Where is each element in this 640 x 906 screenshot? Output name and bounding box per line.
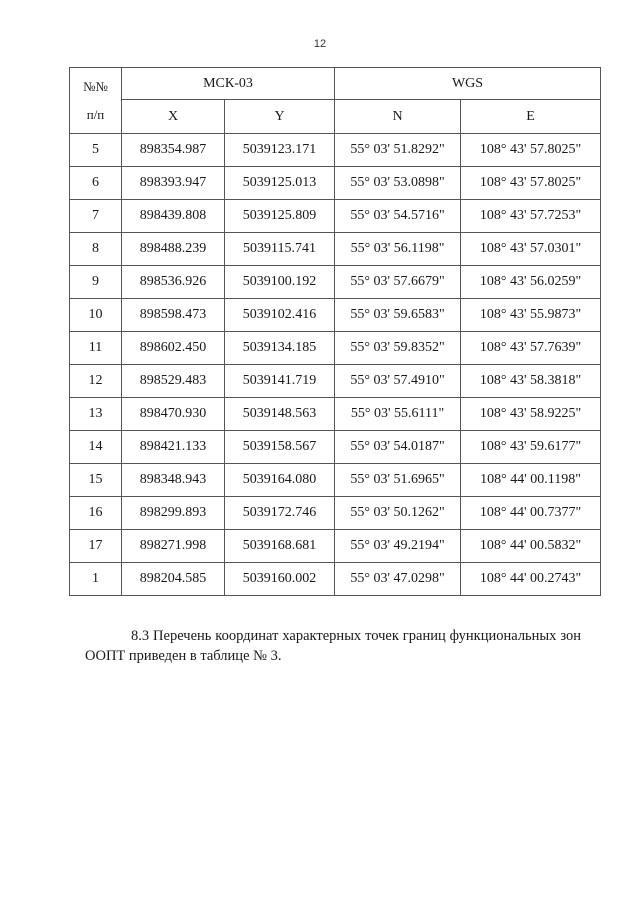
point-number-cell: 5 [70,134,122,167]
e-column-header: E [461,100,601,134]
e-cell: 108° 43' 57.7253" [461,200,601,233]
table-row [70,299,601,332]
point-number-cell: 6 [70,167,122,200]
y-cell: 5039125.013 [225,167,335,200]
n-cell: 55° 03' 59.8352" [335,332,461,365]
x-cell: 898529.483 [122,365,225,398]
table-row [70,431,601,464]
x-cell: 898536.926 [122,266,225,299]
y-cell: 5039134.185 [225,332,335,365]
table-row [70,134,601,167]
point-number-cell: 7 [70,200,122,233]
y-cell: 5039100.192 [225,266,335,299]
n-cell: 55° 03' 50.1262" [335,497,461,530]
x-cell: 898439.808 [122,200,225,233]
y-cell: 5039102.416 [225,299,335,332]
e-cell: 108° 44' 00.7377" [461,497,601,530]
y-cell: 5039164.080 [225,464,335,497]
e-cell: 108° 43' 57.8025" [461,167,601,200]
point-number-cell: 11 [70,332,122,365]
e-cell: 108° 43' 58.9225" [461,398,601,431]
x-cell: 898421.133 [122,431,225,464]
table-row [70,530,601,563]
point-number-cell: 8 [70,233,122,266]
n-cell: 55° 03' 54.5716" [335,200,461,233]
point-number-cell: 10 [70,299,122,332]
x-cell: 898598.473 [122,299,225,332]
table-row [70,266,601,299]
table-row [70,365,601,398]
table-row [70,233,601,266]
x-cell: 898602.450 [122,332,225,365]
e-cell: 108° 43' 57.8025" [461,134,601,167]
n-cell: 55° 03' 51.6965" [335,464,461,497]
body-paragraph: 8.3 Перечень координат характерных точек границ функциональных зон ООПТ приведен в таблице № 3. [85,628,581,664]
table-row [70,200,601,233]
x-cell: 898204.585 [122,563,225,596]
coordinates-table [69,67,601,596]
n-cell: 55° 03' 56.1198" [335,233,461,266]
number-column-header [70,68,122,134]
x-cell: 898299.893 [122,497,225,530]
n-cell: 55° 03' 47.0298" [335,563,461,596]
x-cell: 898354.987 [122,134,225,167]
y-cell: 5039141.719 [225,365,335,398]
y-column-header: Y [225,100,335,134]
y-cell: 5039160.002 [225,563,335,596]
number-header-line1: №№ [83,78,108,94]
n-cell: 55° 03' 49.2194" [335,530,461,563]
x-cell: 898348.943 [122,464,225,497]
n-cell: 55° 03' 59.6583" [335,299,461,332]
y-cell: 5039168.681 [225,530,335,563]
x-cell: 898488.239 [122,233,225,266]
x-column-header: X [122,100,225,134]
point-number-cell: 12 [70,365,122,398]
n-cell: 55° 03' 57.6679" [335,266,461,299]
y-cell: 5039125.809 [225,200,335,233]
table-row [70,497,601,530]
e-cell: 108° 43' 57.7639" [461,332,601,365]
table-row [70,332,601,365]
point-number-cell: 14 [70,431,122,464]
point-number-cell: 1 [70,563,122,596]
point-number-cell: 17 [70,530,122,563]
y-cell: 5039172.746 [225,497,335,530]
n-cell: 55° 03' 57.4910" [335,365,461,398]
e-cell: 108° 43' 55.9873" [461,299,601,332]
table-body [70,134,601,596]
y-cell: 5039115.741 [225,233,335,266]
y-cell: 5039148.563 [225,398,335,431]
point-number-cell: 13 [70,398,122,431]
y-cell: 5039123.171 [225,134,335,167]
table-row [70,464,601,497]
y-cell: 5039158.567 [225,431,335,464]
page-number: 12 [313,38,327,50]
n-column-header: N [335,100,461,134]
n-cell: 55° 03' 54.0187" [335,431,461,464]
number-header-line2: п/п [86,106,105,122]
point-number-cell: 9 [70,266,122,299]
e-cell: 108° 43' 59.6177" [461,431,601,464]
n-cell: 55° 03' 55.6111" [335,398,461,431]
msk-group-header: МСК-03 [122,68,335,100]
table-row [70,398,601,431]
e-cell: 108° 43' 56.0259" [461,266,601,299]
n-cell: 55° 03' 51.8292" [335,134,461,167]
table-row [70,563,601,596]
e-cell: 108° 44' 00.5832" [461,530,601,563]
wgs-group-header: WGS [335,68,601,100]
n-cell: 55° 03' 53.0898" [335,167,461,200]
point-number-cell: 16 [70,497,122,530]
e-cell: 108° 44' 00.2743" [461,563,601,596]
e-cell: 108° 43' 57.0301" [461,233,601,266]
e-cell: 108° 43' 58.3818" [461,365,601,398]
x-cell: 898271.998 [122,530,225,563]
point-number-cell: 15 [70,464,122,497]
x-cell: 898470.930 [122,398,225,431]
x-cell: 898393.947 [122,167,225,200]
e-cell: 108° 44' 00.1198" [461,464,601,497]
table-row [70,167,601,200]
